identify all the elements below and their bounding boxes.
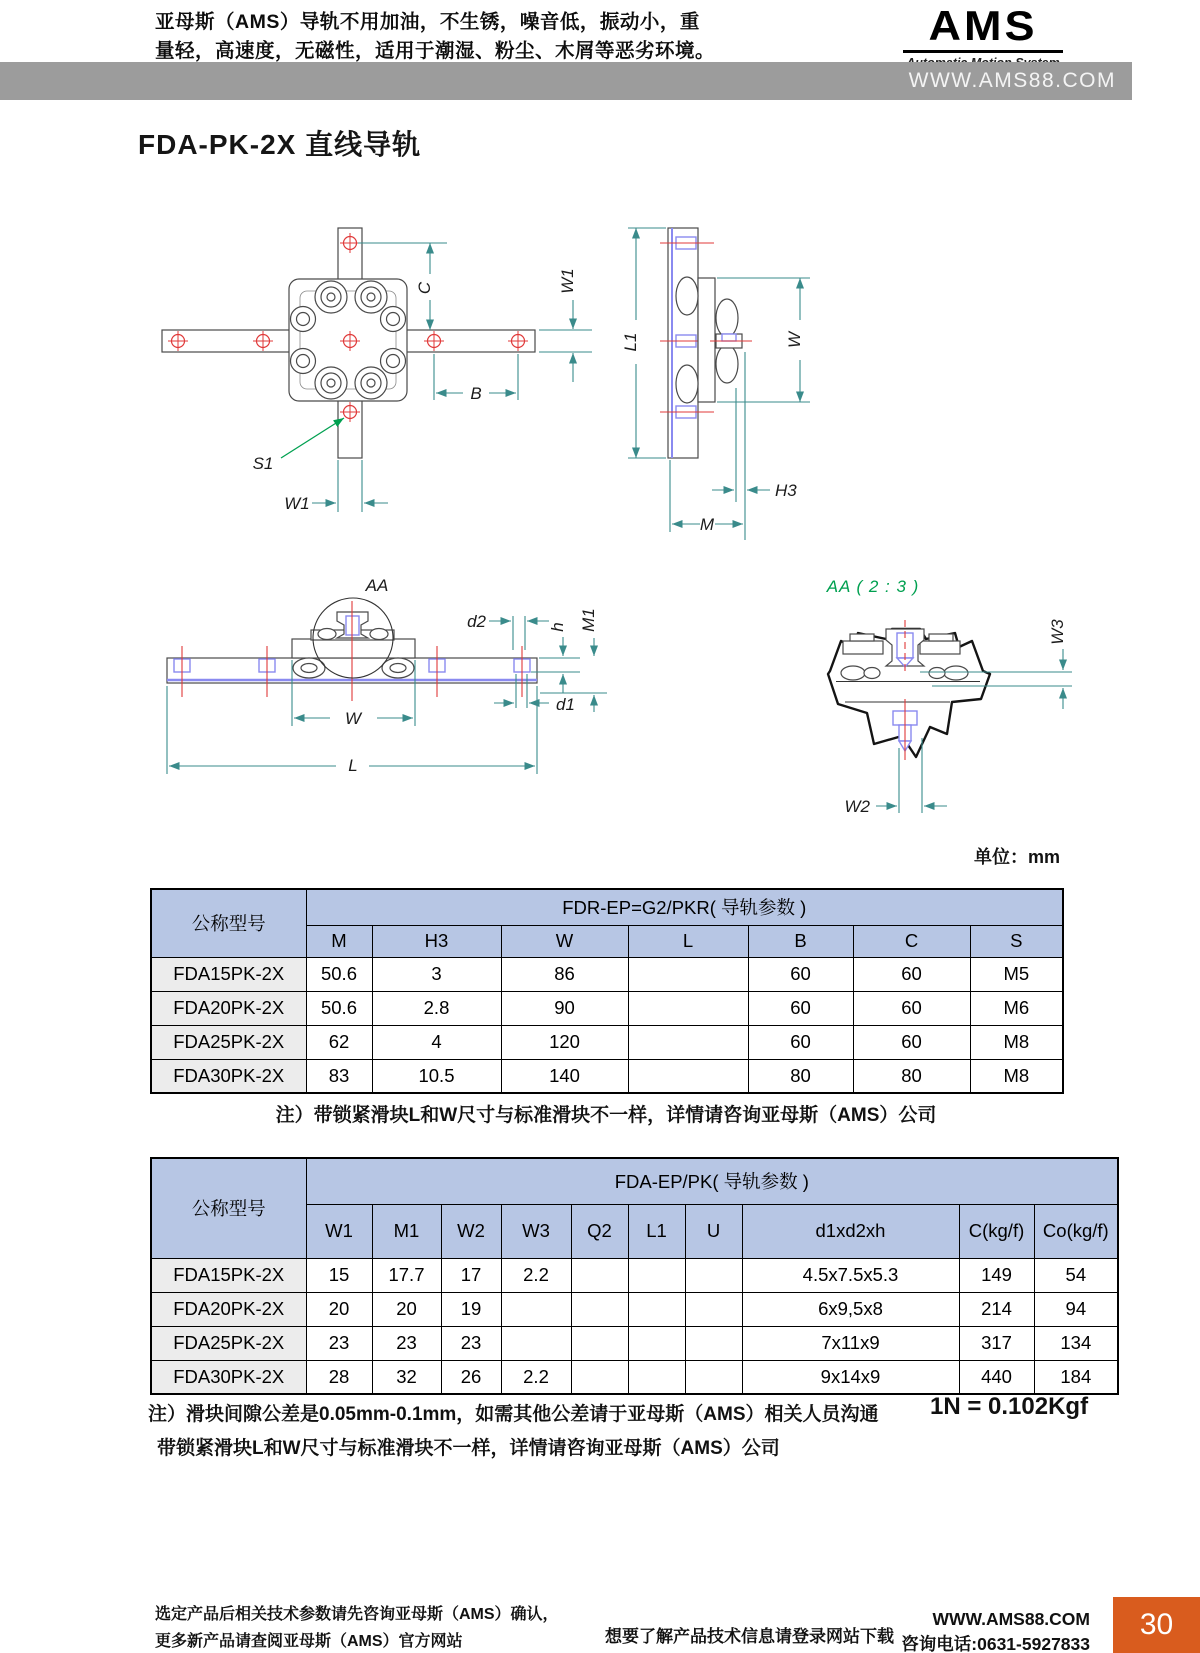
ams-logo (903, 2, 1063, 70)
table-cell: 32 (372, 1360, 441, 1394)
col-header-m: M (306, 925, 372, 957)
dim-label-m: M (699, 515, 715, 534)
table-cell: 17 (441, 1258, 501, 1292)
dim-label-w1-bottom: W1 (284, 494, 310, 513)
row-header-model: 公称型号 (151, 889, 306, 957)
table-cell: 62 (306, 1025, 372, 1059)
plan-view (162, 228, 592, 513)
table-cell: 4.5x7.5x5.3 (742, 1258, 959, 1292)
table-cell: 184 (1034, 1360, 1118, 1394)
front-view (167, 576, 607, 775)
table-cell (628, 1360, 685, 1394)
dim-label-w1-side: W1 (558, 268, 577, 294)
table-cell: 214 (959, 1292, 1034, 1326)
table-cell (628, 1025, 748, 1059)
table-cell (628, 1326, 685, 1360)
col-header-c: C (853, 925, 970, 957)
table-row (151, 991, 1063, 1025)
footer-right (855, 1607, 1090, 1653)
model-cell: FDA25PK-2X (151, 1326, 306, 1360)
tagline-line1: 亚母斯（AMS）导轨不用加油，不生锈，噪音低，振动小，重 (155, 11, 700, 33)
tagline-line2: 量轻，高速度，无磁性，适用于潮湿、粉尘、木屑等恶劣环境。 (155, 40, 716, 63)
table-cell: 9x14x9 (742, 1360, 959, 1394)
table-cell: 20 (372, 1292, 441, 1326)
table-cell: M8 (970, 1059, 1063, 1093)
ams-logo-text: AMS (928, 2, 1038, 49)
table-cell: 2.8 (372, 991, 501, 1025)
model-cell: FDA30PK-2X (151, 1059, 306, 1093)
col-header-co-kgf: Co(kg/f) (1034, 1204, 1118, 1258)
dim-label-w-side: W (785, 331, 804, 349)
newton-conversion: 1N = 0.102Kgf (930, 1393, 1089, 1420)
table-cell: 60 (748, 1025, 853, 1059)
table-cell: 17.7 (372, 1258, 441, 1292)
table-cell: 15 (306, 1258, 372, 1292)
table-cell (571, 1360, 628, 1394)
col-header-s: S (970, 925, 1063, 957)
table-cell: 6x9,5x8 (742, 1292, 959, 1326)
col-header-h3: H3 (372, 925, 501, 957)
dim-label-w-front: W (344, 709, 362, 728)
table-cell (628, 1292, 685, 1326)
table-row (151, 1292, 1118, 1326)
col-header-w: W (501, 925, 628, 957)
detail-view-aa (826, 577, 1072, 816)
table-cell (628, 957, 748, 991)
table-cell (685, 1258, 742, 1292)
table-cell: 90 (501, 991, 628, 1025)
group-header-fda: FDA-EP/PK( 导轨参数 ) (306, 1158, 1118, 1204)
table-cell: 134 (1034, 1326, 1118, 1360)
col-header-w2: W2 (441, 1204, 501, 1258)
side-view (621, 228, 810, 540)
row-header-model: 公称型号 (151, 1158, 306, 1258)
footer-website[interactable]: WWW.AMS88.COM (932, 1609, 1090, 1629)
page-title: FDA-PK-2X 直线导轨 (138, 129, 422, 160)
footer-phone: 咨询电话:0631-5927833 (901, 1634, 1090, 1653)
col-header-q2: Q2 (571, 1204, 628, 1258)
page-number-badge: 30 (1113, 1597, 1200, 1653)
dim-label-m1: M1 (579, 608, 598, 632)
table-cell: 80 (853, 1059, 970, 1093)
detail-title: AA ( 2 : 3 ) (826, 577, 920, 596)
table-row (151, 1360, 1118, 1394)
table-cell: 149 (959, 1258, 1034, 1292)
table-cell: 4 (372, 1025, 501, 1059)
model-cell: FDA15PK-2X (151, 957, 306, 991)
table-row (151, 957, 1063, 991)
table-cell: 140 (501, 1059, 628, 1093)
dim-label-l1: L1 (621, 332, 640, 352)
table-cell (571, 1292, 628, 1326)
logo-divider (903, 50, 1063, 53)
col-header-d1xd2xh: d1xd2xh (742, 1204, 959, 1258)
table-row (151, 1326, 1118, 1360)
table-cell: M8 (970, 1025, 1063, 1059)
table-cell: 23 (441, 1326, 501, 1360)
table-cell: 7x11x9 (742, 1326, 959, 1360)
dim-label-w2: W2 (844, 797, 870, 816)
model-cell: FDA30PK-2X (151, 1360, 306, 1394)
table-cell: 83 (306, 1059, 372, 1093)
table-cell (685, 1360, 742, 1394)
table1-note: 注）带锁紧滑块L和W尺寸与标准滑块不一样，详情请咨询亚母斯（AMS）公司 (275, 1105, 937, 1126)
units-label: 单位：mm (973, 847, 1060, 867)
technical-drawings (0, 170, 1200, 820)
gray-banner (0, 62, 1132, 100)
table-cell: 10.5 (372, 1059, 501, 1093)
table-cell: 440 (959, 1360, 1034, 1394)
table-cell: 86 (501, 957, 628, 991)
dim-label-d1: d1 (556, 695, 575, 714)
group-header-fdr: FDR-EP=G2/PKR( 导轨参数 ) (306, 889, 1063, 925)
table-cell: 60 (853, 991, 970, 1025)
table-cell: 23 (306, 1326, 372, 1360)
table-cell: 120 (501, 1025, 628, 1059)
table-cell: 3 (372, 957, 501, 991)
table-cell: 28 (306, 1360, 372, 1394)
table-cell: 23 (372, 1326, 441, 1360)
col-header-w3: W3 (501, 1204, 571, 1258)
table-cell (571, 1258, 628, 1292)
table2-notes (148, 1398, 879, 1466)
col-header-c-kgf: C(kg/f) (959, 1204, 1034, 1258)
table-cell: 54 (1034, 1258, 1118, 1292)
footer-left-line2: 更多新产品请查阅亚母斯（AMS）官方网站 (155, 1633, 463, 1650)
table-cell: 19 (441, 1292, 501, 1326)
table-row (151, 1025, 1063, 1059)
col-header-l: L (628, 925, 748, 957)
table-cell: M6 (970, 991, 1063, 1025)
table-cell: 317 (959, 1326, 1034, 1360)
model-cell: FDA15PK-2X (151, 1258, 306, 1292)
table-cell: 26 (441, 1360, 501, 1394)
dim-label-d2: d2 (467, 612, 486, 631)
col-header-l1: L1 (628, 1204, 685, 1258)
rail-params-table-fdr (150, 888, 1064, 1094)
table-cell: 80 (748, 1059, 853, 1093)
footer-left (155, 1601, 559, 1653)
dim-label-h: h (548, 622, 567, 632)
dim-label-l: L (348, 756, 358, 775)
table-row (151, 1258, 1118, 1292)
table-cell: 2.2 (501, 1360, 571, 1394)
table-cell: 50.6 (306, 991, 372, 1025)
table-cell: 60 (853, 957, 970, 991)
table2-note-line1: 注）滑块间隙公差是0.05mm-0.1mm，如需其他公差请于亚母斯（AMS）相关人员沟通 (148, 1404, 879, 1425)
table-cell (628, 1059, 748, 1093)
col-header-m1: M1 (372, 1204, 441, 1258)
table-cell: 20 (306, 1292, 372, 1326)
model-cell: FDA20PK-2X (151, 1292, 306, 1326)
col-header-u: U (685, 1204, 742, 1258)
dim-label-s1: S1 (252, 454, 274, 473)
footer-middle: 想要了解产品技术信息请登录网站下载 (605, 1627, 894, 1646)
table-cell: 60 (853, 1025, 970, 1059)
table-cell (628, 991, 748, 1025)
col-header-w1: W1 (306, 1204, 372, 1258)
dim-label-c: C (415, 281, 434, 295)
table-cell (501, 1292, 571, 1326)
table-cell: 60 (748, 991, 853, 1025)
table2-note-line2: 带锁紧滑块L和W尺寸与标准滑块不一样，详情请咨询亚母斯（AMS）公司 (157, 1437, 780, 1459)
website-url[interactable]: WWW.AMS88.COM (908, 69, 1116, 92)
dim-label-b: B (470, 384, 482, 403)
table-cell (685, 1292, 742, 1326)
table-cell (571, 1326, 628, 1360)
company-tagline (155, 8, 715, 67)
footer-left-line1: 选定产品后相关技术参数请先咨询亚母斯（AMS）确认， (155, 1606, 559, 1623)
model-cell: FDA25PK-2X (151, 1025, 306, 1059)
col-header-b: B (748, 925, 853, 957)
rail-params-table-fda (150, 1157, 1119, 1395)
table-cell: 94 (1034, 1292, 1118, 1326)
table-cell: 2.2 (501, 1258, 571, 1292)
section-label-aa: AA (365, 576, 389, 595)
table-cell: 60 (748, 957, 853, 991)
model-cell: FDA20PK-2X (151, 991, 306, 1025)
table-cell: 50.6 (306, 957, 372, 991)
table-cell: M5 (970, 957, 1063, 991)
table-cell (501, 1326, 571, 1360)
table-cell (685, 1326, 742, 1360)
table-cell (628, 1258, 685, 1292)
dim-label-w3: W3 (1048, 619, 1067, 645)
dim-label-h3: H3 (775, 481, 797, 500)
table-row (151, 1059, 1063, 1093)
